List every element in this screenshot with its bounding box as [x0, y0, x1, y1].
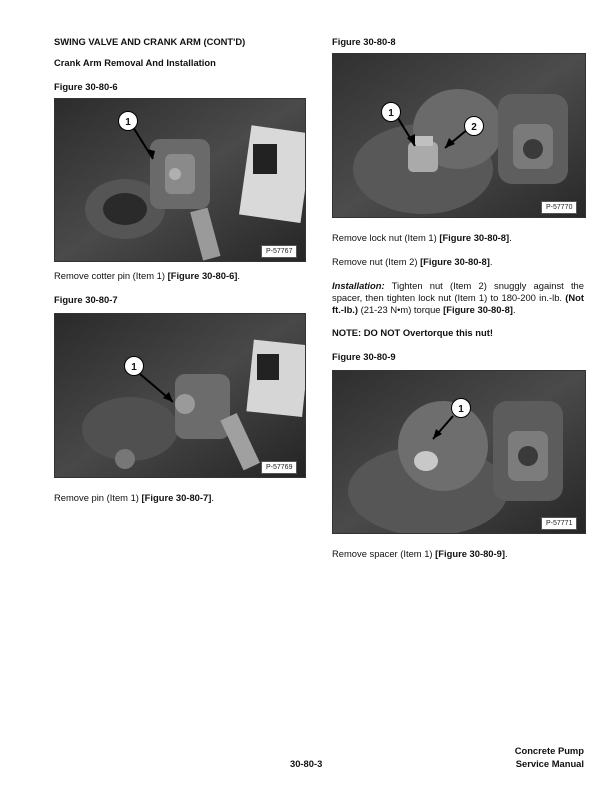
figure-30-80-8-photo	[332, 53, 586, 218]
figure-30-80-9-photo	[332, 370, 586, 534]
figure-caption-8: Figure 30-80-8	[332, 36, 396, 47]
note-overtorque: NOTE: DO NOT Overtorque this nut!	[332, 327, 493, 338]
figure-caption-6: Figure 30-80-6	[54, 81, 118, 92]
figure-30-80-7-photo	[54, 313, 306, 478]
photo-id: P-57771	[541, 517, 577, 530]
photo-id: P-57770	[541, 201, 577, 214]
photo-id: P-57769	[261, 461, 297, 474]
manual-title-line2: Service Manual	[515, 758, 584, 769]
step-remove-lock-nut: Remove lock nut (Item 1) [Figure 30-80-8].	[332, 232, 512, 243]
step-remove-pin: Remove pin (Item 1) [Figure 30-80-7].	[54, 492, 214, 503]
callout-1-circle	[124, 356, 144, 376]
installation-paragraph: Installation: Tighten nut (Item 2) snuggly against the spacer, then tighten lock nut (Item 1) to 180-200 in.-lb. (Not ft.-lb.) (21-23 N•m) torque [Figure 30-80-8].	[332, 280, 584, 315]
callout-2-label: 2	[471, 122, 477, 133]
manual-title-line1: Concrete Pump	[514, 745, 584, 756]
step-remove-spacer: Remove spacer (Item 1) [Figure 30-80-9].	[332, 548, 508, 559]
callout-1-circle	[381, 102, 401, 122]
callout-1-label: 1	[131, 362, 137, 373]
callout-2-circle	[464, 116, 484, 136]
section-title: SWING VALVE AND CRANK ARM (CONT'D)	[54, 36, 246, 47]
figure-30-80-6-photo	[54, 98, 306, 262]
callout-1-circle	[451, 398, 471, 418]
figure-caption-7: Figure 30-80-7	[54, 294, 118, 305]
page-number: 30-80-3	[290, 758, 323, 769]
subsection-title: Crank Arm Removal And Installation	[54, 57, 216, 68]
step-remove-cotter-pin: Remove cotter pin (Item 1) [Figure 30-80-6].	[54, 270, 241, 281]
callout-1-label: 1	[458, 404, 464, 415]
callout-1-label: 1	[125, 117, 131, 128]
photo-id: P-57767	[261, 245, 297, 258]
callout-1-label: 1	[388, 108, 394, 119]
callout-1-circle	[118, 111, 138, 131]
step-remove-nut: Remove nut (Item 2) [Figure 30-80-8].	[332, 256, 493, 267]
figure-caption-9: Figure 30-80-9	[332, 351, 396, 362]
